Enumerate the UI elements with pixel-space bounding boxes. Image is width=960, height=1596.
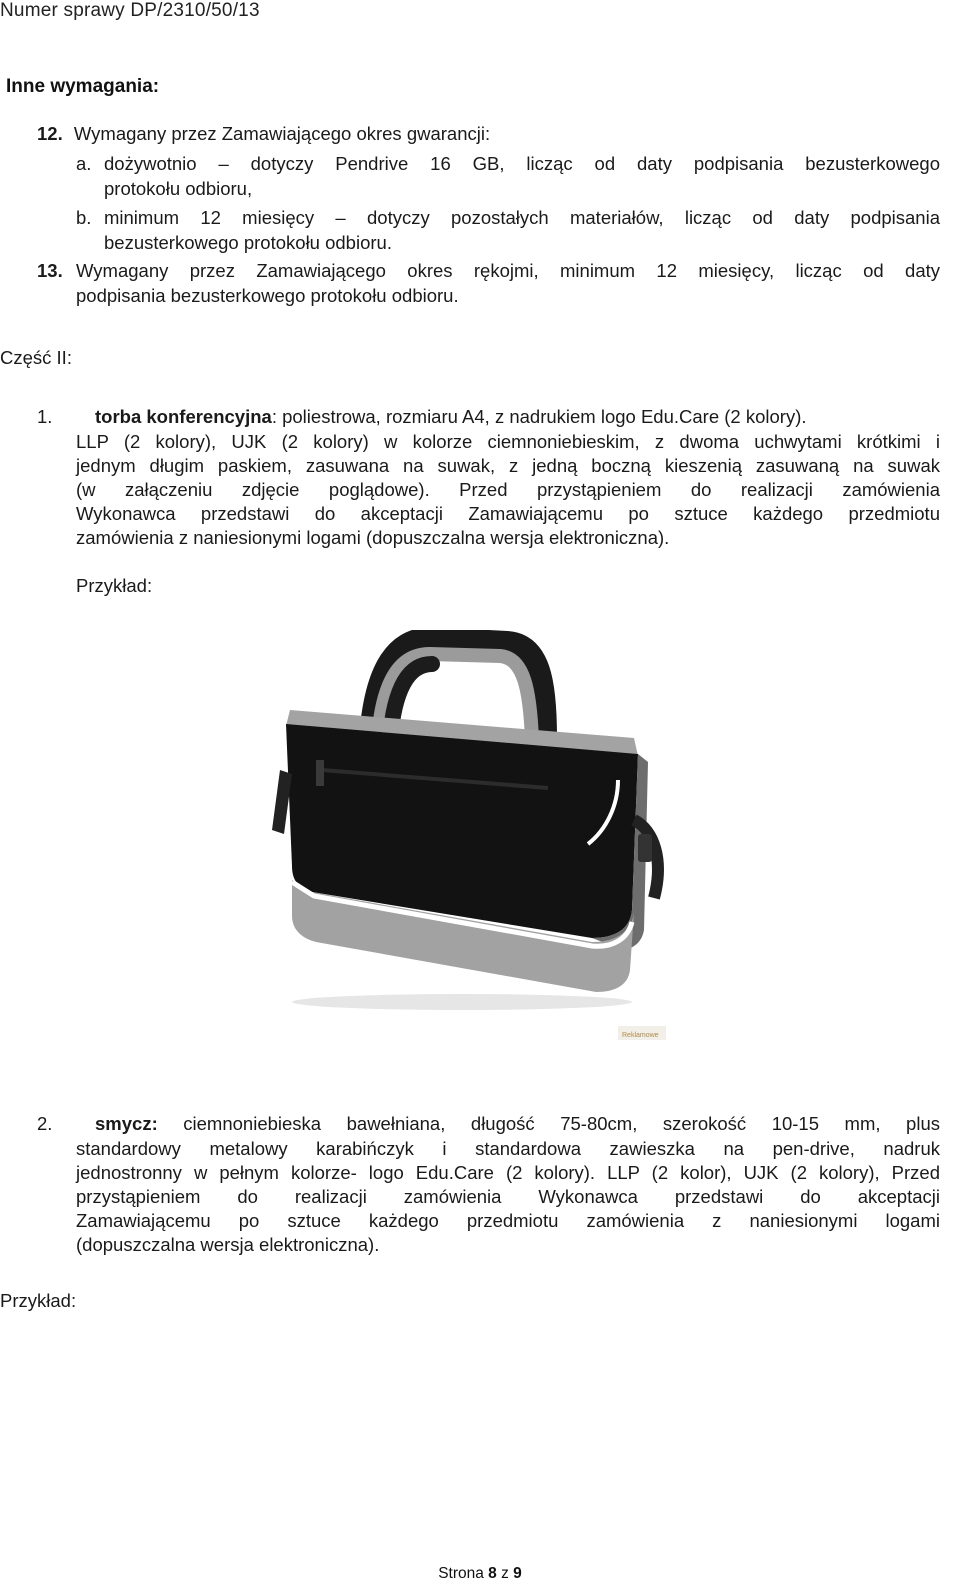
item2-line1: [95, 1112, 940, 1136]
req13-number: 13.: [37, 260, 63, 281]
req12-a-line2: protokołu odbioru,: [104, 178, 253, 199]
item1-line1: [95, 405, 807, 429]
item1-line1-rest: : poliestrowa, rozmiaru A4, z nadrukiem logo Edu.Care (2 kolory).: [271, 406, 807, 427]
section-title: Inne wymagania:: [6, 76, 160, 97]
part-label: Część II:: [0, 347, 72, 368]
bag-shadow: [292, 994, 632, 1010]
bag-illustration: [262, 630, 682, 1060]
item1-number: 1.: [37, 406, 53, 427]
item1-line4: (w załączeniu zdjęcie poglądowe). Przed przystąpieniem do realizacji zamówienia: [76, 479, 940, 500]
footer-prefix: Strona: [438, 1565, 489, 1582]
bag-strap-clip-left: [272, 770, 292, 834]
footer-page: 8: [488, 1565, 497, 1582]
req12-number: 12.: [37, 123, 63, 144]
req12-row: [37, 122, 490, 146]
item1-line6: zamówienia z naniesionymi logami (dopuszczalna wersja elektroniczna).: [76, 527, 670, 548]
item2-line1-rest: ciemnoniebieska bawełniana, długość 75-80cm, szerokość 10-15 mm, plus: [157, 1113, 940, 1134]
req13-line1: Wymagany przez Zamawiającego okres rękojmi, minimum 12 miesięcy, licząc od daty: [76, 260, 940, 281]
footer-middle: z: [496, 1565, 514, 1582]
item2-line5: Zamawiającemu po sztuce każdego przedmiotu zamówienia z naniesionymi logami: [76, 1210, 940, 1231]
case-number: Numer sprawy DP/2310/50/13: [0, 0, 260, 21]
req12-b-line1: minimum 12 miesięcy – dotyczy pozostałych materiałów, licząc od daty podpisania: [104, 207, 940, 228]
item2-name: smycz:: [95, 1113, 158, 1134]
item1-line2: LLP (2 kolory), UJK (2 kolory) w kolorze ciemnoniebieskim, z dwoma uchwytami krótkimi i: [76, 431, 940, 452]
item2-line3: jednostronny w pełnym kolorze- logo Edu.Care (2 kolory). LLP (2 kolor), UJK (2 kolory), Przed: [76, 1162, 940, 1183]
req13-line2: podpisania bezusterkowego protokołu odbioru.: [76, 285, 459, 306]
item2-example-label: Przykład:: [0, 1290, 77, 1311]
item2-line4: przystąpieniem do realizacji zamówienia Wykonawca przedstawi do akceptacji: [76, 1186, 940, 1207]
item1-name: torba konferencyjna: [95, 406, 272, 427]
page-footer: [0, 1565, 960, 1583]
req12-b-letter: b.: [76, 207, 92, 228]
bag-photo: [262, 630, 682, 1060]
req12-b-line2: bezusterkowego protokołu odbioru.: [104, 232, 392, 253]
item1-line5: Wykonawca przedstawi do akceptacji Zamawiającemu po sztuce każdego przedmiotu: [76, 503, 940, 524]
item1-example-label: Przykład:: [76, 575, 153, 596]
req12-text: Wymagany przez Zamawiającego okres gwarancji:: [73, 123, 491, 144]
item2-number: 2.: [37, 1113, 53, 1134]
item2-line6: (dopuszczalna wersja elektroniczna).: [76, 1234, 380, 1255]
item1-line3: jednym długim paskiem, zasuwana na suwak, z jedną boczną kieszenią zasuwaną na suwak: [76, 455, 940, 476]
req12-a-letter: a.: [76, 153, 92, 174]
watermark-text: Reklamowe: [622, 1032, 659, 1039]
bag-zipper-pull: [316, 760, 324, 786]
item2-line2: standardowy metalowy karabińczyk i standardowa zawieszka na pen-drive, nadruk: [76, 1138, 940, 1159]
footer-total: 9: [513, 1565, 522, 1582]
req12-a-line1: dożywotnio – dotyczy Pendrive 16 GB, licząc od daty podpisania bezusterkowego: [104, 153, 940, 174]
